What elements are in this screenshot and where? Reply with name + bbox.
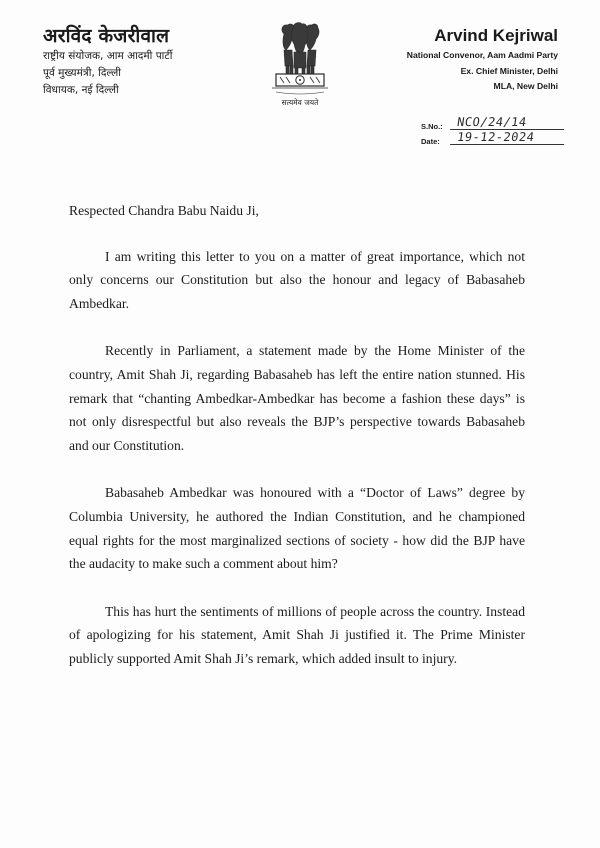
date-value: 19-12-2024 [450, 131, 566, 145]
letter-body [69, 199, 525, 695]
sender-title-hindi-3: विधायक, नई दिल्ली [43, 84, 119, 96]
sender-title-english-1: National Convenor, Aam Aadmi Party [406, 50, 558, 60]
letterhead-right [407, 24, 558, 95]
paragraph-3: Babasaheb Ambedkar was honoured with a “Doctor of Laws” degree by Columbia University, he authored the Indian Constitution, and he championed equal rights for the most marginalized sections of society - how did the BJP have the audacity to make such a comment about him? [69, 485, 525, 572]
emblem-motto: सत्यमेव जयते [281, 98, 319, 107]
serial-number-value: NCO/24/14 [450, 116, 566, 130]
paragraph-2: Recently in Parliament, a statement made by the Home Minister of the country, Amit Shah Ji, regarding Babasaheb has left the entire nation stunned. His remark that “chanting Ambedkar-Ambedkar has become a fashion these days” is not only disrespectful but also reveals the BJP’s perspective towards Babasaheb and our Constitution. [69, 343, 525, 453]
salutation: Respected Chandra Babu Naidu Ji, [69, 203, 259, 218]
letterhead-left [43, 24, 243, 99]
serial-number-row [421, 113, 565, 131]
sender-title-hindi-2: पूर्व मुख्यमंत्री, दिल्ली [43, 67, 121, 79]
date-row [421, 128, 565, 146]
sender-title-hindi-1: राष्ट्रीय संयोजक, आम आदमी पार्टी [43, 50, 173, 62]
sender-name-hindi: अरविंद केजरीवाल [43, 25, 170, 47]
date-label: Date: [421, 137, 440, 146]
sender-name-english: Arvind Kejriwal [434, 26, 558, 45]
reference-block [421, 113, 565, 146]
sender-title-english-2: Ex. Chief Minister, Delhi [460, 65, 558, 76]
paragraph-1: I am writing this letter to you on a matter of great importance, which not only concerns our Constitution but also the honour and legacy of Babasaheb Ambedkar. [69, 248, 525, 311]
paragraph-4: This has hurt the sentiments of millions of people across the country. Instead of apologizing for his statement, Amit Shah Ji justified it. The Prime Minister publicly supported Amit Shah Ji’s remark, which added insult to injury. [69, 603, 525, 666]
sender-title-english-3: MLA, New Delhi [493, 81, 558, 91]
serial-number-label: S.No.: [421, 122, 443, 131]
